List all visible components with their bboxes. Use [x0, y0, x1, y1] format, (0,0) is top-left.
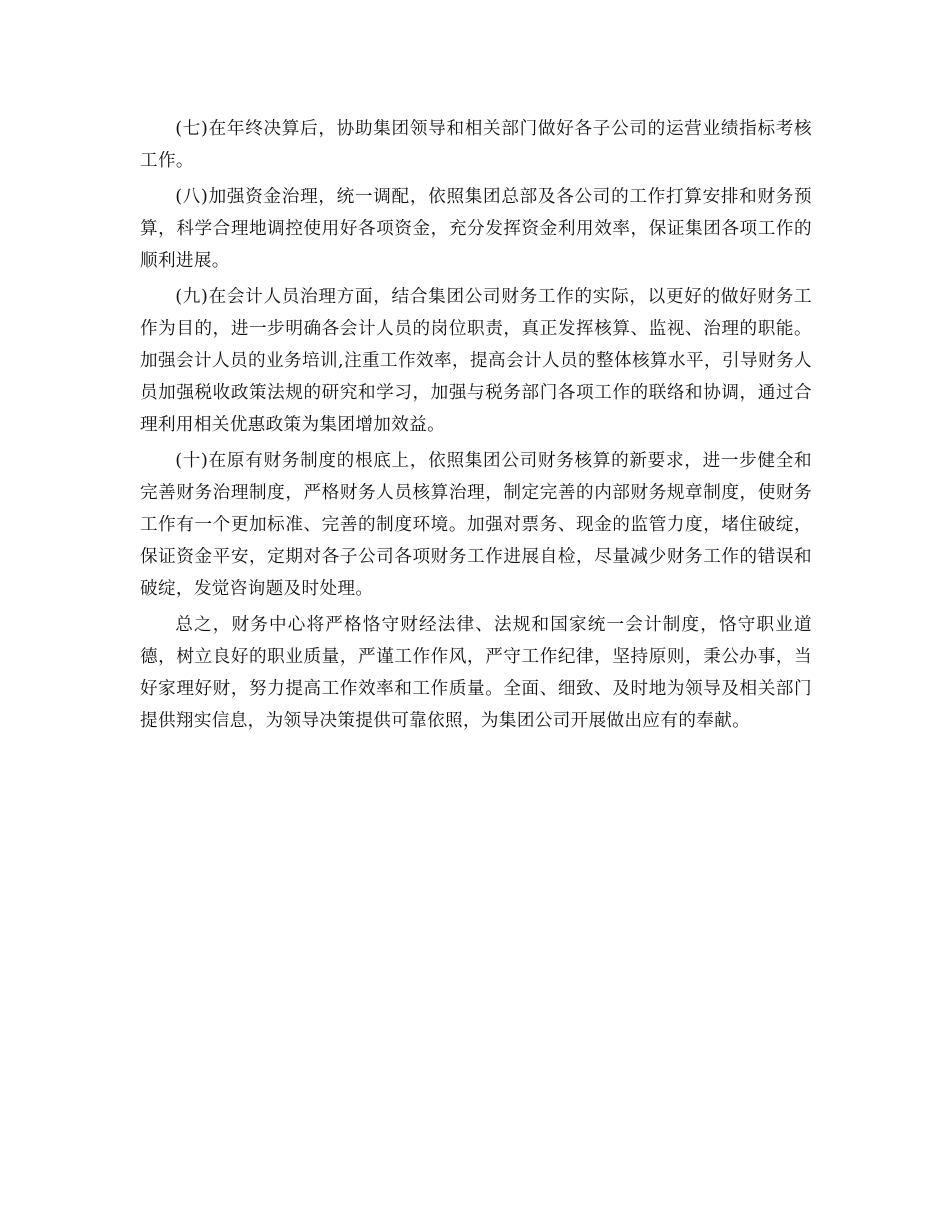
paragraph-8: (八)加强资金治理，统一调配，依照集团总部及各公司的工作打算安排和财务预算，科学合理地调控使用好各项资金，充分发挥资金利用效率，保证集团各项工作的顺利进展。: [140, 187, 812, 271]
paragraph-9: (九)在会计人员治理方面，结合集团公司财务工作的实际，以更好的做好财务工作为目的，进一步明确各会计人员的岗位职责，真正发挥核算、监视、治理的职能。加强会计人员的业务培训,注重工作效率，提高会计人员的整体核算水平，引导财务人员加强税收政策法规的研究和学习，加强与税务部门各项工作的联络和协调，通过合理利用相关优惠政策为集团增加效益。: [140, 287, 812, 435]
paragraph-summary: 总之，财务中心将严格恪守财经法律、法规和国家统一会计制度，恪守职业道德，树立良好的职业质量，严谨工作作风，严守工作纪律，坚持原则，秉公办事，当好家理好财，努力提高工作效率和工作质量。全面、细致、及时地为领导及相关部门提供翔实信息，为领导决策提供可靠依照，为集团公司开展做出应有的奉献。: [140, 615, 812, 731]
paragraph-7: (七)在年终决算后，协助集团领导和相关部门做好各子公司的运营业绩指标考核工作。: [140, 119, 812, 171]
document-body: [140, 113, 812, 741]
paragraph-10: (十)在原有财务制度的根底上，依照集团公司财务核算的新要求，进一步健全和完善财务治理制度，严格财务人员核算治理，制定完善的内部财务规章制度，使财务工作有一个更加标准、完善的制度环境。加强对票务、现金的监管力度，堵住破绽，保证资金平安，定期对各子公司各项财务工作进展自检，尽量减少财务工作的错误和破绽，发觉咨询题及时处理。: [140, 451, 812, 599]
